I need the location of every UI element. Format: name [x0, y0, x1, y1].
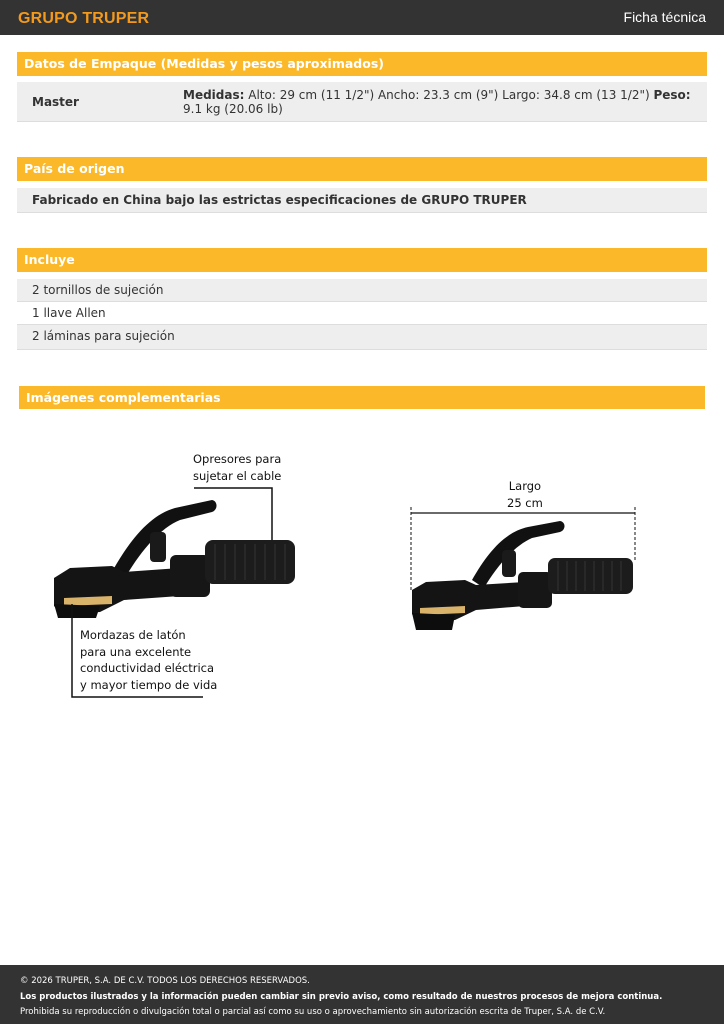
footer-notice: Los productos ilustrados y la información pueden cambiar sin previo aviso, como resultado de nuestros procesos de mejora continua.	[20, 991, 663, 1002]
weight-value: 9.1 kg (20.06 lb)	[183, 102, 283, 116]
measures-label: Medidas:	[183, 88, 245, 102]
packaging-section-title: Datos de Empaque (Medidas y pesos aproximados)	[17, 52, 707, 76]
include-item-2: 1 llave Allen	[32, 306, 106, 320]
packaging-label: Master	[32, 95, 79, 109]
images-section-title: Imágenes complementarias	[19, 386, 705, 409]
include-item-3: 2 láminas para sujeción	[32, 329, 175, 343]
origin-text: Fabricado en China bajo las estrictas especificaciones de GRUPO TRUPER	[32, 193, 527, 207]
document-type: Ficha técnica	[623, 9, 706, 25]
measures-value: Alto: 29 cm (11 1/2") Ancho: 23.3 cm (9") Largo: 34.8 cm (13 1/2")	[248, 88, 650, 102]
callout-largo: Largo 25 cm	[507, 479, 543, 510]
footer-prohibition: Prohibida su reproducción o divulgación total o parcial así como su uso o aprovechamiento sin autorización escrita de Truper, S.A. de C.V.	[20, 1007, 606, 1017]
brand-logo: GRUPO TRUPER	[18, 10, 150, 27]
footer-copyright: © 2026 TRUPER, S.A. DE C.V. TODOS LOS DERECHOS RESERVADOS.	[20, 976, 310, 986]
include-item-1: 2 tornillos de sujeción	[32, 283, 164, 297]
callout-mordazas: Mordazas de latón para una excelente conductividad eléctrica y mayor tiempo de vida	[80, 628, 218, 692]
weight-label: Peso:	[653, 88, 691, 102]
electrode-holder-image-right	[411, 507, 635, 630]
callout-opresores: Opresores para sujetar el cable	[193, 452, 282, 483]
origin-section-title: País de origen	[17, 157, 707, 181]
includes-section-title: Incluye	[17, 248, 707, 272]
page-footer	[0, 965, 724, 1024]
